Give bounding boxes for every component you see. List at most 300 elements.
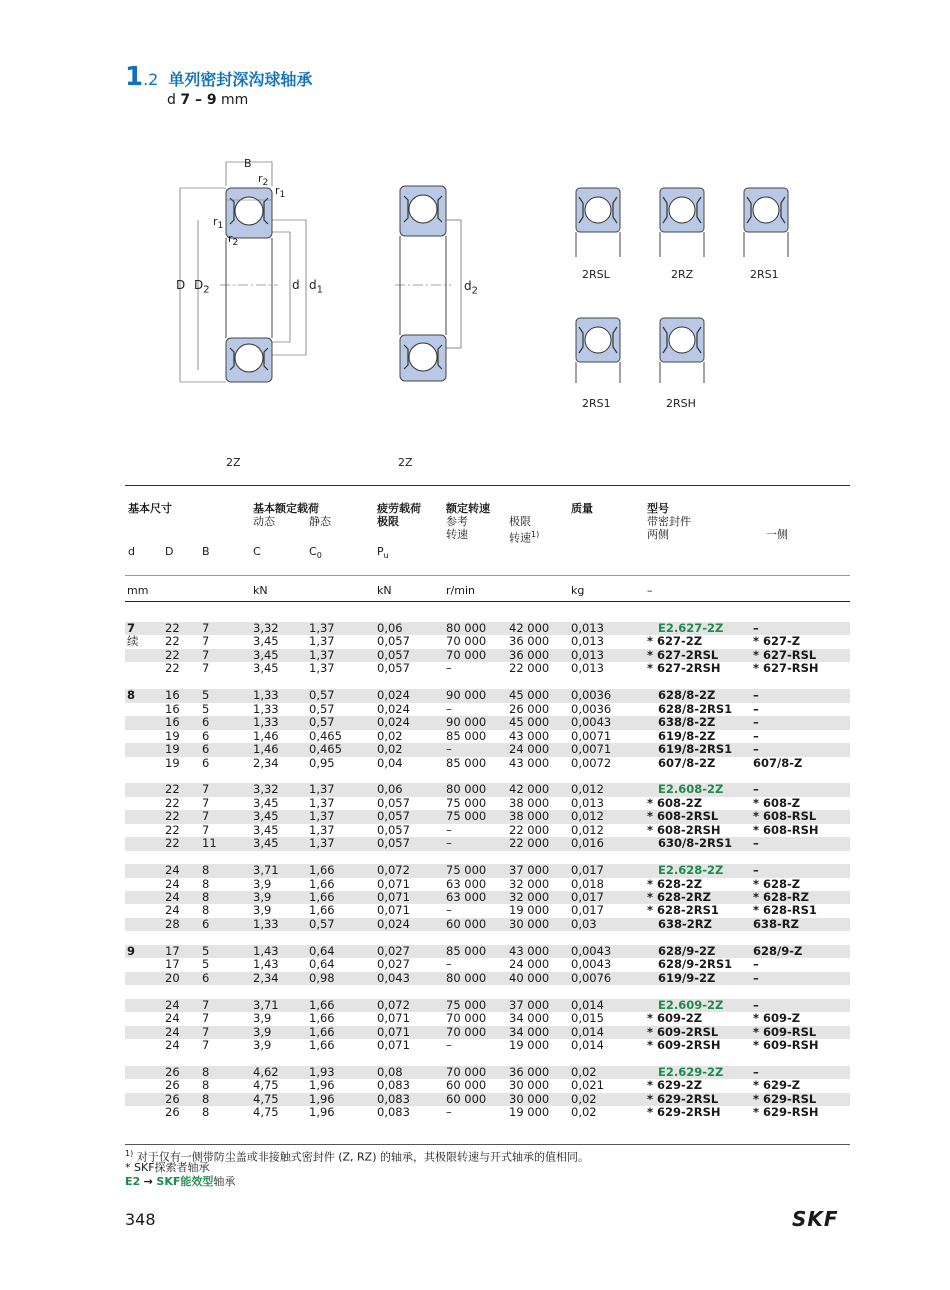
cell-limit-speed: 30 000 <box>509 918 571 931</box>
caption-mid: 2Z <box>398 456 413 469</box>
cell-designation-one: – <box>753 716 850 729</box>
table-row <box>125 797 850 810</box>
cell-designation-both: 630/8-2RS1 <box>647 837 753 850</box>
table-top-rule <box>125 485 850 486</box>
col-d: d <box>128 545 135 558</box>
table-row <box>125 757 850 770</box>
seal-label-2RSH: 2RSH <box>666 397 696 410</box>
cell-ref-speed: – <box>446 957 452 972</box>
caption-left: 2Z <box>226 456 241 469</box>
cell-Pu: 0,06 <box>377 622 446 635</box>
cell-mass: 0,0036 <box>571 701 612 716</box>
table-row <box>125 635 850 648</box>
cell-C: 3,32 <box>253 622 309 635</box>
header-bottom-rule <box>125 601 850 602</box>
label-B: B <box>244 157 252 170</box>
cell-designation-both: * 609-2RSL <box>647 1026 753 1039</box>
cell-designation-one: * 629-RSH <box>753 1105 819 1120</box>
cell-mass: 0,017 <box>571 864 647 877</box>
cell-B: 11 <box>202 837 253 850</box>
cell-limit-speed: 19 000 <box>509 1037 550 1052</box>
section-subnumber: .2 <box>143 70 159 89</box>
cell-mass: 0,012 <box>571 810 647 823</box>
cell-D: 24 <box>165 864 202 877</box>
table-row <box>125 864 850 877</box>
hdr-load-ratings: 基本额定载荷 动态 <box>253 502 319 528</box>
cell-ref-speed: 63 000 <box>446 891 509 904</box>
cell-d <box>125 878 165 891</box>
cell-ref-speed: 60 000 <box>446 1078 487 1093</box>
cell-limit-speed: 38 000 <box>509 795 550 810</box>
cell-d: 续 <box>127 634 139 649</box>
cell-C: 3,71 <box>253 999 309 1012</box>
cell-D: 28 <box>165 918 202 931</box>
cell-B: 7 <box>202 822 210 837</box>
footnote-3: E2 → SKF能效型轴承 <box>125 1175 236 1188</box>
table-row <box>125 918 850 931</box>
cell-d <box>125 1012 165 1025</box>
cell-designation-both: * 629-2RSH <box>647 1105 721 1120</box>
cell-C0: 1,37 <box>309 634 335 649</box>
cell-C: 4,62 <box>253 1066 309 1079</box>
cell-Pu: 0,024 <box>377 918 446 931</box>
cell-designation-both: * 627-2Z <box>647 634 703 649</box>
cell-ref-speed: 90 000 <box>446 689 509 702</box>
cell-C: 2,34 <box>253 972 309 985</box>
cell-C0: 1,96 <box>309 1105 335 1120</box>
cell-mass: 0,0071 <box>571 743 647 756</box>
table-gap-row <box>125 1052 850 1065</box>
table-row <box>125 1039 850 1052</box>
cell-mass: 0,017 <box>571 903 604 918</box>
cell-designation-one: 638-RZ <box>753 918 850 931</box>
cell-designation-one: * 628-Z <box>753 876 801 891</box>
cell-C0: 1,37 <box>309 822 335 837</box>
cell-d <box>125 743 165 756</box>
cell-B: 7 <box>202 1011 210 1026</box>
table-row <box>125 730 850 743</box>
cell-designation-both: E2.608-2Z <box>647 783 753 796</box>
hdr-one-side: 一侧 <box>766 528 788 541</box>
cell-designation-both: * 608-2RSH <box>647 822 721 837</box>
table-row <box>125 1026 850 1039</box>
table-row <box>125 649 850 662</box>
cell-C0: 1,37 <box>309 661 335 676</box>
table-row <box>125 878 850 891</box>
cell-ref-speed: – <box>446 837 509 850</box>
cell-limit-speed: 36 000 <box>509 1066 571 1079</box>
seal-thumb-2RS1-b <box>576 318 620 383</box>
cell-d <box>125 918 165 931</box>
table-row <box>125 837 850 850</box>
bearing-lower-section <box>226 338 272 382</box>
cell-D: 24 <box>165 1011 180 1026</box>
cell-limit-speed: 22 000 <box>509 837 571 850</box>
unit-rmin: r/min <box>446 584 475 597</box>
cell-C: 4,75 <box>253 1078 279 1093</box>
label-r1-left: $r_1$ <box>213 215 224 232</box>
cell-mass: 0,014 <box>571 1026 647 1039</box>
cell-d <box>125 891 165 904</box>
cell-C0: 1,96 <box>309 1078 335 1093</box>
cell-mass: 0,0071 <box>571 728 612 743</box>
cell-d <box>125 797 165 810</box>
cell-designation-one: * 608-RSL <box>753 810 850 823</box>
cell-Pu: 0,072 <box>377 864 446 877</box>
col-D: D <box>165 545 174 558</box>
cell-C0: 1,93 <box>309 1066 377 1079</box>
cell-designation-one: – <box>753 728 759 743</box>
cell-C: 1,33 <box>253 918 309 931</box>
table-row <box>125 1012 850 1025</box>
cell-C0: 0,98 <box>309 972 377 985</box>
cell-B: 7 <box>202 999 253 1012</box>
page-number: 348 <box>125 1210 156 1229</box>
cell-C0: 0,57 <box>309 701 335 716</box>
cell-limit-speed: 30 000 <box>509 1093 571 1106</box>
cell-mass: 0,021 <box>571 1078 604 1093</box>
table-row <box>125 824 850 837</box>
cell-Pu: 0,057 <box>377 649 446 662</box>
seal-variants <box>570 185 810 405</box>
table-row <box>125 972 850 985</box>
seal-thumb-2RSH <box>660 318 704 383</box>
cell-designation-both: 628/9-2Z <box>647 945 753 958</box>
cell-ref-speed: 70 000 <box>446 634 487 649</box>
cell-mass: 0,02 <box>571 1066 647 1079</box>
cell-ref-speed: 75 000 <box>446 864 509 877</box>
cell-ref-speed: 80 000 <box>446 622 509 635</box>
cell-designation-one: – <box>753 864 850 877</box>
cell-designation-one: – <box>753 837 850 850</box>
cell-designation-both: * 628-2Z <box>647 876 703 891</box>
cell-designation-one: * 628-RS1 <box>753 903 817 918</box>
cell-Pu: 0,057 <box>377 837 446 850</box>
cell-B: 7 <box>202 783 253 796</box>
cell-designation-both: E2.628-2Z <box>647 864 753 877</box>
cell-C: 2,34 <box>253 755 279 770</box>
table-gap-row <box>125 851 850 864</box>
cell-designation-one: * 629-Z <box>753 1078 801 1093</box>
unit-kg: kg <box>571 584 585 597</box>
cell-mass: 0,0076 <box>571 972 647 985</box>
cell-B: 6 <box>202 918 253 931</box>
cell-limit-speed: 32 000 <box>509 876 550 891</box>
col-Pu: $P_u$ <box>377 545 389 561</box>
cell-C0: 0,57 <box>309 716 377 729</box>
bearing-table <box>125 622 850 1120</box>
cell-Pu: 0,04 <box>377 755 403 770</box>
cell-designation-one: – <box>753 701 759 716</box>
cell-mass: 0,013 <box>571 795 604 810</box>
cell-C: 3,32 <box>253 783 309 796</box>
cell-d <box>125 837 165 850</box>
cell-C0: 1,37 <box>309 783 377 796</box>
cell-limit-speed: 22 000 <box>509 661 550 676</box>
cell-designation-both: * 608-2RSL <box>647 810 753 823</box>
unit-dash: – <box>647 584 653 597</box>
cell-D: 22 <box>165 622 202 635</box>
cell-designation-one: – <box>753 999 850 1012</box>
cell-limit-speed: 26 000 <box>509 701 550 716</box>
cell-d <box>125 662 165 675</box>
cell-B: 8 <box>202 1093 253 1106</box>
cell-Pu: 0,027 <box>377 945 446 958</box>
label-r1-top: $r_1$ <box>275 184 286 201</box>
hdr-limiting-speed: 极限 转速$^{1)}$ <box>509 515 540 545</box>
cell-limit-speed: 40 000 <box>509 972 571 985</box>
cell-D: 26 <box>165 1066 202 1079</box>
cell-limit-speed: 19 000 <box>509 903 550 918</box>
cell-ref-speed: 60 000 <box>446 1093 509 1106</box>
cell-B: 7 <box>202 795 210 810</box>
cell-designation-one: – <box>753 622 850 635</box>
cell-Pu: 0,024 <box>377 701 410 716</box>
cell-limit-speed: 19 000 <box>509 1105 550 1120</box>
cell-B: 6 <box>202 743 253 756</box>
cell-ref-speed: 75 000 <box>446 795 487 810</box>
cell-C0: 0,465 <box>309 743 377 756</box>
cell-D: 26 <box>165 1093 202 1106</box>
cell-B: 7 <box>202 649 253 662</box>
cell-B: 5 <box>202 957 210 972</box>
cell-designation-both: * 608-2Z <box>647 795 703 810</box>
cell-d <box>125 716 165 729</box>
table-row <box>125 1079 850 1092</box>
cell-C: 1,33 <box>253 701 279 716</box>
unit-kN-load: kN <box>253 584 268 597</box>
cell-designation-one: * 628-RZ <box>753 891 850 904</box>
cell-ref-speed: 63 000 <box>446 876 487 891</box>
cell-C: 3,45 <box>253 634 279 649</box>
cell-ref-speed: 70 000 <box>446 1066 509 1079</box>
cell-designation-one: * 627-RSL <box>753 649 850 662</box>
cell-D: 17 <box>165 945 202 958</box>
cell-designation-both: E2.629-2Z <box>647 1066 753 1079</box>
cell-Pu: 0,072 <box>377 999 446 1012</box>
cell-designation-both: E2.627-2Z <box>647 622 753 635</box>
cell-Pu: 0,057 <box>377 810 446 823</box>
skf-logo: SKF <box>792 1207 839 1231</box>
cell-d <box>125 864 165 877</box>
cell-C0: 1,66 <box>309 1037 335 1052</box>
cell-D: 22 <box>165 634 180 649</box>
cell-mass: 0,014 <box>571 999 647 1012</box>
cell-ref-speed: 80 000 <box>446 972 509 985</box>
cell-ref-speed: – <box>446 822 452 837</box>
cell-designation-one: * 627-Z <box>753 634 801 649</box>
cell-designation-both: 628/8-2RS1 <box>658 701 733 716</box>
cell-C0: 1,66 <box>309 1011 335 1026</box>
cell-B: 7 <box>202 810 253 823</box>
cell-limit-speed: 42 000 <box>509 783 571 796</box>
cell-D: 24 <box>165 903 180 918</box>
cell-ref-speed: 70 000 <box>446 649 509 662</box>
table-gap-row <box>125 931 850 944</box>
cell-mass: 0,013 <box>571 634 604 649</box>
cell-C0: 0,465 <box>309 728 342 743</box>
cell-limit-speed: 42 000 <box>509 622 571 635</box>
cell-mass: 0,017 <box>571 891 647 904</box>
cell-designation-one: * 608-RSH <box>753 822 819 837</box>
cell-d <box>125 649 165 662</box>
table-row <box>125 662 850 675</box>
cell-D: 16 <box>165 701 180 716</box>
cell-designation-both: E2.609-2Z <box>647 999 753 1012</box>
cell-B: 8 <box>202 1066 253 1079</box>
seal-label-2RS1: 2RS1 <box>750 268 779 281</box>
seal-label-2RS1-b: 2RS1 <box>582 397 611 410</box>
cell-B: 7 <box>202 1026 253 1039</box>
cell-d <box>125 1026 165 1039</box>
table-row <box>125 689 850 702</box>
cell-ref-speed: 85 000 <box>446 728 487 743</box>
cell-ref-speed: – <box>446 661 452 676</box>
label-D2: $D_2$ <box>194 278 210 296</box>
cell-mass: 0,03 <box>571 918 647 931</box>
seal-label-2RZ: 2RZ <box>671 268 694 281</box>
cell-D: 24 <box>165 876 180 891</box>
cell-mass: 0,02 <box>571 1105 597 1120</box>
cell-limit-speed: 37 000 <box>509 864 571 877</box>
cell-Pu: 0,043 <box>377 972 446 985</box>
cell-C: 1,43 <box>253 945 309 958</box>
cell-C0: 1,37 <box>309 649 377 662</box>
table-row <box>125 891 850 904</box>
label-d1: $d_1$ <box>309 278 323 296</box>
footnote-1: $^{1)}$ 对于仅有一侧带防尘盖或非接触式密封件 (Z, RZ) 的轴承，其极限转速与开式轴承的值相同。 <box>125 1149 589 1164</box>
cell-Pu: 0,071 <box>377 903 410 918</box>
size-unit: mm <box>221 92 249 108</box>
cell-designation-both: 628/8-2Z <box>647 689 753 702</box>
cell-C0: 0,57 <box>309 918 377 931</box>
cell-designation-both: * 627-2RSH <box>647 661 721 676</box>
cell-designation-one: * 609-RSH <box>753 1037 819 1052</box>
section-title <box>125 62 312 92</box>
cell-d <box>125 999 165 1012</box>
cell-designation-one: – <box>753 972 850 985</box>
cell-designation-one: 628/9-Z <box>753 945 850 958</box>
header-mid-rule <box>125 575 850 576</box>
cell-designation-both: 638/8-2Z <box>647 716 753 729</box>
table-row <box>125 716 850 729</box>
cell-designation-one: 607/8-Z <box>753 755 803 770</box>
cell-C: 3,9 <box>253 903 272 918</box>
cell-designation-one: – <box>753 1066 850 1079</box>
cell-C: 3,9 <box>253 891 309 904</box>
cell-C0: 1,66 <box>309 864 377 877</box>
cell-ref-speed: – <box>446 903 452 918</box>
cell-B: 6 <box>202 972 253 985</box>
cell-ref-speed: 75 000 <box>446 810 509 823</box>
cell-C0: 1,66 <box>309 903 335 918</box>
cell-Pu: 0,02 <box>377 728 403 743</box>
cell-designation-one: * 609-RSL <box>753 1026 850 1039</box>
cell-C: 3,9 <box>253 1026 309 1039</box>
label-d2: $d_2$ <box>464 279 478 297</box>
cell-D: 26 <box>165 1078 180 1093</box>
cell-limit-speed: 43 000 <box>509 728 550 743</box>
cell-C0: 1,37 <box>309 795 335 810</box>
cell-C: 4,75 <box>253 1093 309 1106</box>
size-values: 7 – 9 <box>180 92 217 108</box>
cell-d <box>125 824 165 837</box>
cell-designation-one: * 629-RSL <box>753 1093 850 1106</box>
cell-ref-speed: 80 000 <box>446 783 509 796</box>
cell-Pu: 0,027 <box>377 957 410 972</box>
cell-C: 3,45 <box>253 795 279 810</box>
cell-C: 3,9 <box>253 1037 272 1052</box>
cell-Pu: 0,024 <box>377 689 446 702</box>
cell-ref-speed: 70 000 <box>446 1011 487 1026</box>
table-row <box>125 703 850 716</box>
cell-C: 3,45 <box>253 837 309 850</box>
cell-Pu: 0,057 <box>377 661 410 676</box>
hdr-mass: 质量 <box>571 502 593 515</box>
cell-designation-one: – <box>753 689 850 702</box>
cell-limit-speed: 34 000 <box>509 1026 571 1039</box>
cell-limit-speed: 30 000 <box>509 1078 550 1093</box>
cell-designation-one: * 609-Z <box>753 1011 801 1026</box>
cell-Pu: 0,083 <box>377 1078 410 1093</box>
cell-Pu: 0,08 <box>377 1066 446 1079</box>
cell-Pu: 0,02 <box>377 743 446 756</box>
cell-C: 1,33 <box>253 716 309 729</box>
cell-d <box>125 730 165 743</box>
cell-D: 22 <box>165 795 180 810</box>
cell-D: 24 <box>165 891 202 904</box>
cell-designation-both: * 628-2RS1 <box>647 903 719 918</box>
cell-ref-speed: – <box>446 1105 452 1120</box>
cell-B: 6 <box>202 716 253 729</box>
cell-mass: 0,012 <box>571 783 647 796</box>
cell-B: 8 <box>202 876 210 891</box>
col-B: B <box>202 545 210 558</box>
table-row <box>125 810 850 823</box>
cell-ref-speed: 75 000 <box>446 999 509 1012</box>
hdr-speed-ratings: 额定转速 参考 转速 <box>446 502 490 541</box>
cell-D: 22 <box>165 661 180 676</box>
cell-Pu: 0,071 <box>377 1011 410 1026</box>
cell-limit-speed: 37 000 <box>509 999 571 1012</box>
table-row <box>125 783 850 796</box>
cell-designation-one: – <box>753 957 759 972</box>
cell-Pu: 0,024 <box>377 716 446 729</box>
cell-designation-one: – <box>753 783 850 796</box>
cell-mass: 0,013 <box>571 661 604 676</box>
cell-Pu: 0,06 <box>377 783 446 796</box>
hdr-basic-dims: 基本尺寸 <box>128 502 172 515</box>
cell-C: 3,9 <box>253 1011 272 1026</box>
cell-limit-speed: 36 000 <box>509 649 571 662</box>
cell-Pu: 0,083 <box>377 1093 446 1106</box>
table-gap-row <box>125 676 850 689</box>
cell-limit-speed: 43 000 <box>509 945 571 958</box>
cell-d: 9 <box>125 945 165 958</box>
cell-B: 5 <box>202 689 253 702</box>
cell-D: 17 <box>165 957 180 972</box>
cell-ref-speed: – <box>446 743 509 756</box>
cell-designation-one: * 627-RSH <box>753 661 819 676</box>
cell-C: 3,71 <box>253 864 309 877</box>
cell-C0: 1,96 <box>309 1093 377 1106</box>
seal-label-2RSL: 2RSL <box>582 268 610 281</box>
label-d: d <box>292 278 300 292</box>
cell-B: 8 <box>202 891 253 904</box>
label-r2-top: $r_2$ <box>258 172 269 189</box>
cell-d <box>125 1093 165 1106</box>
cell-designation-both: 638-2RZ <box>647 918 753 931</box>
